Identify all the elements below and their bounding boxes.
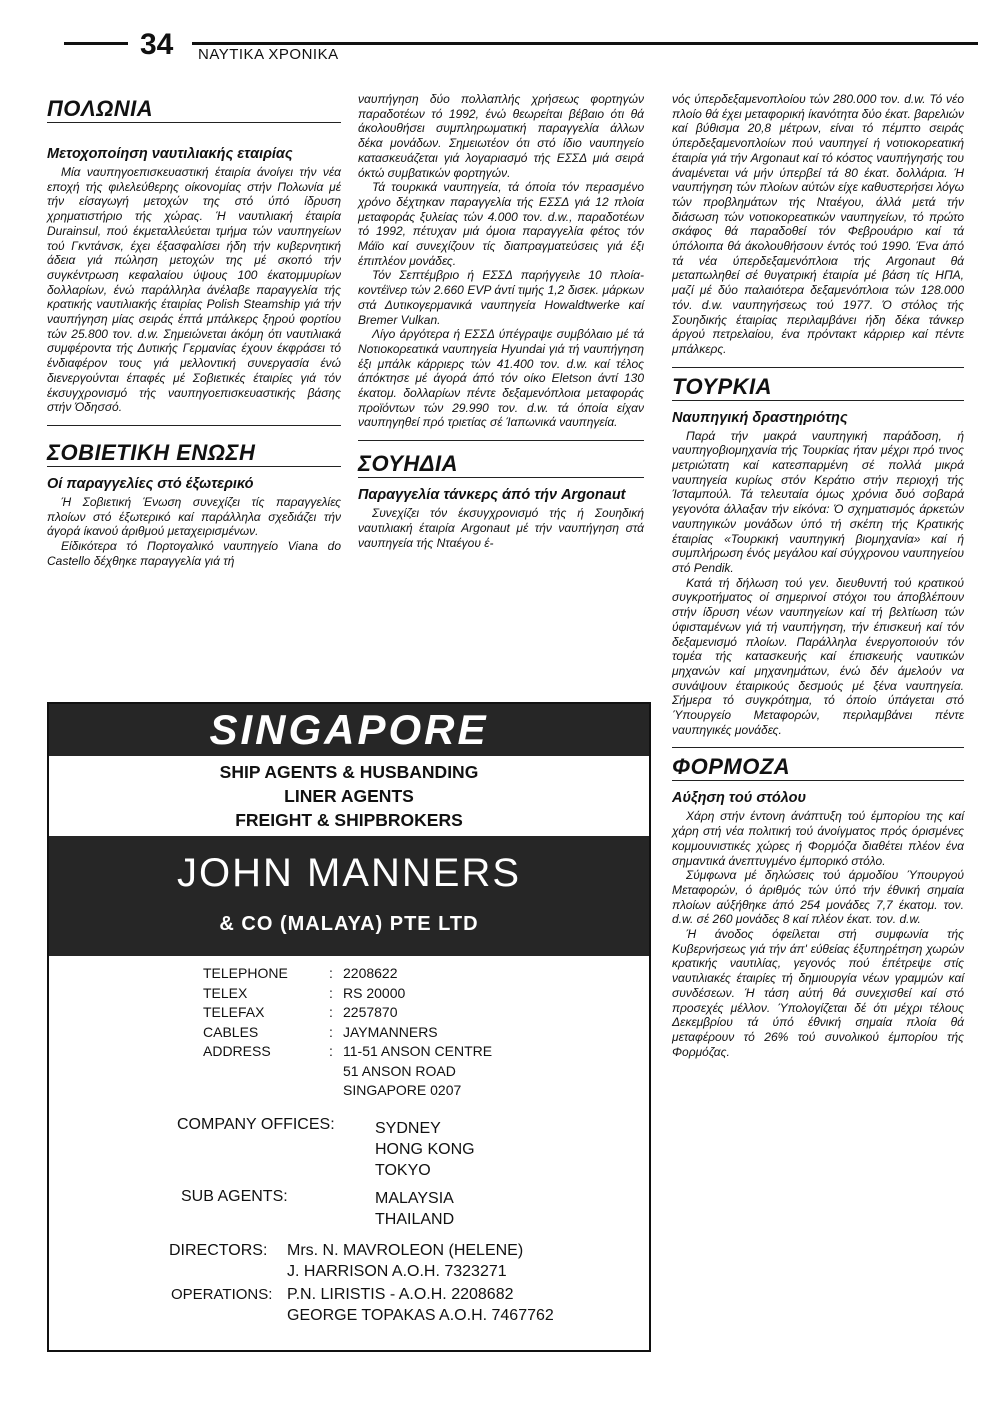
column-3 <box>672 92 964 1059</box>
formosa-top-rule <box>672 747 964 748</box>
ussr-col2-paragraph-1: ναυπήγηση δύο πολλαπλής χρήσεως φορτηγών παραδοτέων τό 1992, ένώ θεωρείται βέβαιο ότι θά άκολουθήσει συμπληρωματική παραγγελία άλλων δέκα μονάδων. Σημειωτέον ότι στό ίδιο ναυπηγείο κατασκευάζεται γιά λογαριασμό τής ΕΣΣΔ μιά σειρά όκτώ συμβατικών φορτηγών. <box>358 92 644 180</box>
contact-value-telephone: 2208622 <box>343 965 398 981</box>
company-offices-list <box>375 1118 575 1181</box>
sweden-top-rule <box>358 440 644 441</box>
colon: : <box>329 984 333 1001</box>
directors-list <box>287 1240 587 1282</box>
turkey-top-rule <box>672 367 964 368</box>
formosa-paragraph-1: Χάρη στήν έντονη άνάπτυξη τού έμπορίου της καί χάρη στή νέα πολιτική τού άνοίγματος πρός όρισμένες κομμουνιστικές χώρες ή Φορμόζα διαθέτει πλέον ένα σημαντικά άνεπτυγμένο έμπορικό στόλο. <box>672 809 964 868</box>
publication-name: ΝΑΥΤΙΚΑ ΧΡΟΝΙΚΑ <box>198 46 339 63</box>
turkey-title: ΤΟΥΡΚΙΑ <box>672 373 773 399</box>
sweden-title: ΣΟΥΗΔΙΑ <box>358 451 459 477</box>
sweden-col3-paragraph: νός ύπερδεξαμενοπλοίου τών 280.000 τον. d.w. Τό νέο πλοίο θά έχει μεταφορική ίκανότητα δύο έκατ. βαρελιών καί βύθισμα 20,8 μέτρων, είναι τό πέμπτο σειράς ύπερδεξαμενοπλοίων πού ναυπηγεί ή νοτιοκορεατική έταιρία γιά τήν Argonaut καί τό κόστος ναυπήγησής του άναμένεται νά μήν ύπερβεί τά 80 έκατ. δολλάρια. Ή ναυπήγηση τών πλοίων αύτών είχε καθυστερήσει λόγω τών προβλημάτων τής Νταέγου, άλλά μετά τήν διάσωση τών νοτιοκορεατικών ναυπηγείων, τό πρώτο σκάφος θά παραδοθεί τόν Φεβρουάριο καί τά ύπόλοιπα θά άκολουθήσουν έντός τού 1990. Ένα άπό τά νέα ύπερδεξαμενόπλοια τής Argonaut θά μεταπωληθεί σέ θυγατρική έταιρία μέ βάση τίς ΗΠΑ, μαζί μέ δύο παλαιότερα δεξαμενόπλοια τών 128.000 τόν. d.w. ναυπηγήσεως τού 1977. Ό στόλος τής Σουηδικής έταιρίας περιλαμβάνει ήδη δέκα τάνκερ άργού πετρελαίου, ένα πρόντακτ κάρριερ καί πέντε μπάλκερς. <box>672 92 964 356</box>
sub-agents-label: SUB AGENTS: <box>181 1188 288 1205</box>
operations-2: GEORGE TOPAKAS A.O.H. 7467762 <box>287 1307 554 1324</box>
colon: : <box>329 1043 333 1059</box>
operations-1: P.N. LIRISTIS - A.O.H. 2208682 <box>287 1286 514 1303</box>
ad-service-3: FREIGHT & SHIPBROKERS <box>235 810 463 830</box>
ussr-title: ΣΟΒΙΕΤΙΚΗ ΕΝΩΣΗ <box>47 439 256 465</box>
ad-company-name: JOHN MANNERS <box>176 851 522 895</box>
ad-city: SINGAPORE <box>209 706 489 753</box>
page-number: 34 <box>140 28 174 61</box>
ad-service-1: SHIP AGENTS & HUSBANDING <box>219 762 479 782</box>
poland-subtitle: Μετοχοποίηση ναυτιλιακής εταιρίας <box>47 146 293 162</box>
ussr-top-rule <box>47 425 341 426</box>
ussr-paragraph-1: Ή Σοβιετική Ένωση συνεχίζει τίς παραγγελίες πλοίων στό έξωτερικό καί παράλληλα σχεδιάζει τήν άγορά ίκανού άριθμού μεταχειρισμένων. <box>47 494 341 539</box>
contact-label-cables: CABLES <box>203 1023 259 1040</box>
colon: : <box>329 965 333 981</box>
sub-agents-list <box>375 1188 575 1230</box>
address-line-3: SINGAPORE 0207 <box>343 1082 462 1098</box>
formosa-paragraph-3: Ή άνοδος όφείλεται στή συμφωνία τής Κυβερνήσεως γιά τήν άπ' εύθείας έξυπηρέτηση χωρών κρατικής ναυτιλίας, γεγονός πού έπέτρεψε στίς ναυτιλιακές έταιρίες τή δημιουργία νέων γραμμών καί συνδέσεων. Ή τάση αύτή θά συνεχισθεί καί στό προσεχές μέλλον. Ύπολογίζεται δέ ότι μέχρι τέλους Δεκεμβρίου τά ύπό έθνική σημαία πλοία θά μεταφέρουν τό 26% τού συνολικού έμπορίου τής Φορμόζας. <box>672 927 964 1059</box>
ussr-col2-paragraph-2: Τά τουρκικά ναυπηγεία, τά όποία τόν περασμένο χρόνο δέχτηκαν παραγγελία τής ΕΣΣΔ γιά 12 πλοία μεταφοράς ξυλείας τών 4.000 τον. d.w., παραδοτέων τό 1992, πέτυχαν μιά όμοια παραγγελία φέτος τόν Μάϊο καί συνεχίζουν τίς διαπραγματεύσεις γιά έξι έπιπλέον μονάδες. <box>358 180 644 268</box>
sub-agent-thailand: THAILAND <box>375 1211 455 1228</box>
formosa-rule <box>672 780 964 781</box>
office-hong-kong: HONG KONG <box>375 1141 475 1158</box>
colon: : <box>329 1023 333 1040</box>
ad-contact-labels <box>203 964 323 1062</box>
contact-label-telefax: TELEFAX <box>203 1004 265 1020</box>
sweden-paragraph-1: Συνεχίζει τόν έκσυγχρονισμό τής ή Σουηδική ναυτιλιακή έταιρία Argonaut μέ τήν ναυπήγηση στά ναυπηγεία τής Νταέγου έ- <box>358 506 644 550</box>
ussr-col2-paragraph-3: Τόν Σεπτέμβριο ή ΕΣΣΔ παρήγγειλε 10 πλοία-κοντέϊνερ τών 2.660 EVP άντί τιμής 1,2 δισεκ. μάρκων στά Δυτικογερμανικά ναυπηγεία Howaldtwerke καί Bremer Vulkan. <box>358 268 644 327</box>
ad-contact-values <box>343 964 543 1101</box>
formosa-title: ΦΟΡΜΟΖΑ <box>672 754 791 780</box>
advertisement <box>47 702 651 1352</box>
director-1: Mrs. N. MAVROLEON (HELENE) <box>287 1242 524 1259</box>
column-1 <box>47 96 341 568</box>
poland-rule <box>47 122 341 123</box>
director-2: J. HARRISON A.O.H. 7323271 <box>287 1263 507 1280</box>
ussr-subtitle: Οί παραγγελίες στό έξωτερικό <box>47 475 254 492</box>
contact-value-cables: JAYMANNERS <box>343 1023 438 1040</box>
turkey-paragraph-1: Παρά τήν μακρά ναυπηγική παράδοση, ή ναυπηγοβιομηχανία τής Τουρκίας ήταν μέχρι πρό τινος μετριώτατη καί κατεσπαρμένη σέ πολλά μικρά ναυπηγεία κυρίως στόν Κεράτιο στήν περιοχή τής Ίσταμπούλ. Τά τελευταία όμως χρόνια δυό σοβαρά γεγονότα άλλαξαν τήν είκόνα: Ό σχηματισμός άρκετών ναυπηγικών μονάδων ύπό τή σκέπη τής Κρατικής έταιρίας «Τουρκική ναυπηγική βιομηχανία» καί ή συμπλήρωση ένός μεγάλου καί σύγχρονου ναυπηγείου στό Pendik. <box>672 428 964 575</box>
ad-contact-colons <box>329 964 341 1062</box>
poland-body: Μία ναυπηγοεπισκευαστική έταιρία άνοίγει τήν νέα εποχή τής φιλελεύθερης οίκονομίας στήν Πολωνία μέ τήν είσαγωγή μετοχών της στό ύπό ίδρυση χρηματιστήριο τής χώρας. Ή ναυτιλιακή έταιρία Durainsul, πού έκμεταλλεύεται τμήμα τών ναυπηγείων τού Γκντάνσκ, έχει έξασφαλίσει ήδη τήν κυβερνητική άδεια γιά πώληση μετοχών της μέ σκοπό τήν συγκέντρωση κεφαλαίου ύψους 100 έκατομμυρίων δολλαρίων, ένώ παράλληλα άνέλαβε παραγγελία τής κρατικής ναυτιλιακής έταιρίας Polish Steamship γιά τήν ναυπήγηση μίας σειράς έπτά μπάλκερς ξηρού φορτίου τών 25.800 τον. d.w. Σημειώνεται άκόμη ότι ναυτιλιακά συμφέροντα τής Δυτικής Γερμανίας έχουν έκφράσει τό ένδιαφέρον τους γιά μελλοντική συνεργασία ένώ διενεργούνται έπαφές μέ Σοβιετικές έταιρίες γιά τόν έκσυγχρονισμό τής ναυπηγοεπισκευαστικής βάσης στήν Όδησσό. <box>47 165 341 415</box>
ad-service-2: LINER AGENTS <box>284 786 414 806</box>
ussr-rule <box>47 466 341 467</box>
sweden-rule <box>358 477 644 478</box>
contact-value-telefax: 2257870 <box>343 1004 398 1020</box>
colon: : <box>329 1004 333 1020</box>
formosa-paragraph-2: Σύμφωνα μέ δηλώσεις τού άρμοδίου Ύπουργού Μεταφορών, ό άριθμός τών ύπό τήν έθνική σημαία πλοίων αύξήθηκε άπό 254 μονάδες 7,7 έκατομ. τον. d.w. σέ 260 μονάδες 8 καί πλέον έκατ. τον. d.w. <box>672 868 964 927</box>
ad-city-band <box>49 704 649 756</box>
contact-label-telephone: TELEPHONE <box>203 965 288 981</box>
office-tokyo: TOKYO <box>375 1162 431 1179</box>
sub-agent-malaysia: MALAYSIA <box>375 1190 454 1207</box>
company-offices-label: COMPANY OFFICES: <box>177 1116 335 1133</box>
header-rule-left <box>64 42 128 45</box>
formosa-subtitle: Αύξηση τού στόλου <box>672 790 807 807</box>
ussr-paragraph-2: Είδικότερα τό Πορτογαλικό ναυπηγείο Viana do Castello δέχθηκε παραγγελία γιά τή <box>47 539 341 568</box>
column-2 <box>358 92 644 550</box>
turkey-rule <box>672 400 964 401</box>
ad-company-band <box>49 836 649 956</box>
header-rule-right <box>192 42 978 45</box>
ussr-col2-paragraph-4: Λίγο άργότερα ή ΕΣΣΔ ύπέγραψε συμβόλαιο μέ τά Νοτιοκορεατικά ναυπηγεία Hyundai γιά τή ναυπήγηση έξι μπάλκ κάρριερς τών 41.400 τον. d.w. καί τέλος άπόκτησε μέ άγορά άπό τόν οίκο Eletson άντί 130 έκατομ. δολλαρίων πέντε δεξαμενόπλοια μεταφοράς προϊόντων τών 29.990 τον. d.w. τά όποία είχαν ναυπηγηθεί πρό τριετίας σέ Ίαπωνικά ναυπηγεία. <box>358 327 644 430</box>
ad-company-sub: & CO (MALAYA) PTE LTD <box>219 913 479 935</box>
turkey-subtitle: Ναυπηγική δραστηριότης <box>672 409 848 426</box>
contact-label-telex: TELEX <box>203 984 248 1001</box>
ad-services <box>49 758 649 832</box>
turkey-paragraph-2: Κατά τή δήλωση τού γεν. διευθυντή τού κρατικού συγκροτήματος οί σημερινοί στόχοι του άποβλέπουν στήν ίδρυση νέων ναυπηγείων καί τή βελτίωση τών ύφισταμένων γιά τή ναυπήγηση, τήν έπισκευή καί τόν δεξαμενισμό πλοίων. Παράλληλα ένεργοποιούν τόν τομέα τής κατασκευής καί έπισκευής ναυτικών μηχανών καί μηχανημάτων, ένώ δέν άμελούν να συνάψουν έταιρικούς δεσμούς μέ ξένα ναυπηγεία. Σήμερα τό συγκρότημα, τό όποίο ύπάγεται στό Ύπουργείο Μεταφορών, περιλαμβάνει πέντε ναυπηγικές μονάδες. <box>672 575 964 737</box>
sweden-subtitle: Παραγγελία τάνκερς άπό τήν Argonaut <box>358 487 626 504</box>
poland-title: ΠΟΛΩΝΙΑ <box>47 96 154 121</box>
address-line-2: 51 ANSON ROAD <box>343 1062 456 1079</box>
operations-label: OPERATIONS: <box>171 1286 273 1303</box>
operations-list <box>287 1284 587 1326</box>
contact-label-address: ADDRESS <box>203 1043 271 1059</box>
contact-value-telex: RS 20000 <box>343 984 406 1001</box>
contact-value-address: 11-51 ANSON CENTRE <box>343 1043 493 1059</box>
office-sydney: SYDNEY <box>375 1120 441 1137</box>
directors-label: DIRECTORS: <box>169 1242 268 1259</box>
